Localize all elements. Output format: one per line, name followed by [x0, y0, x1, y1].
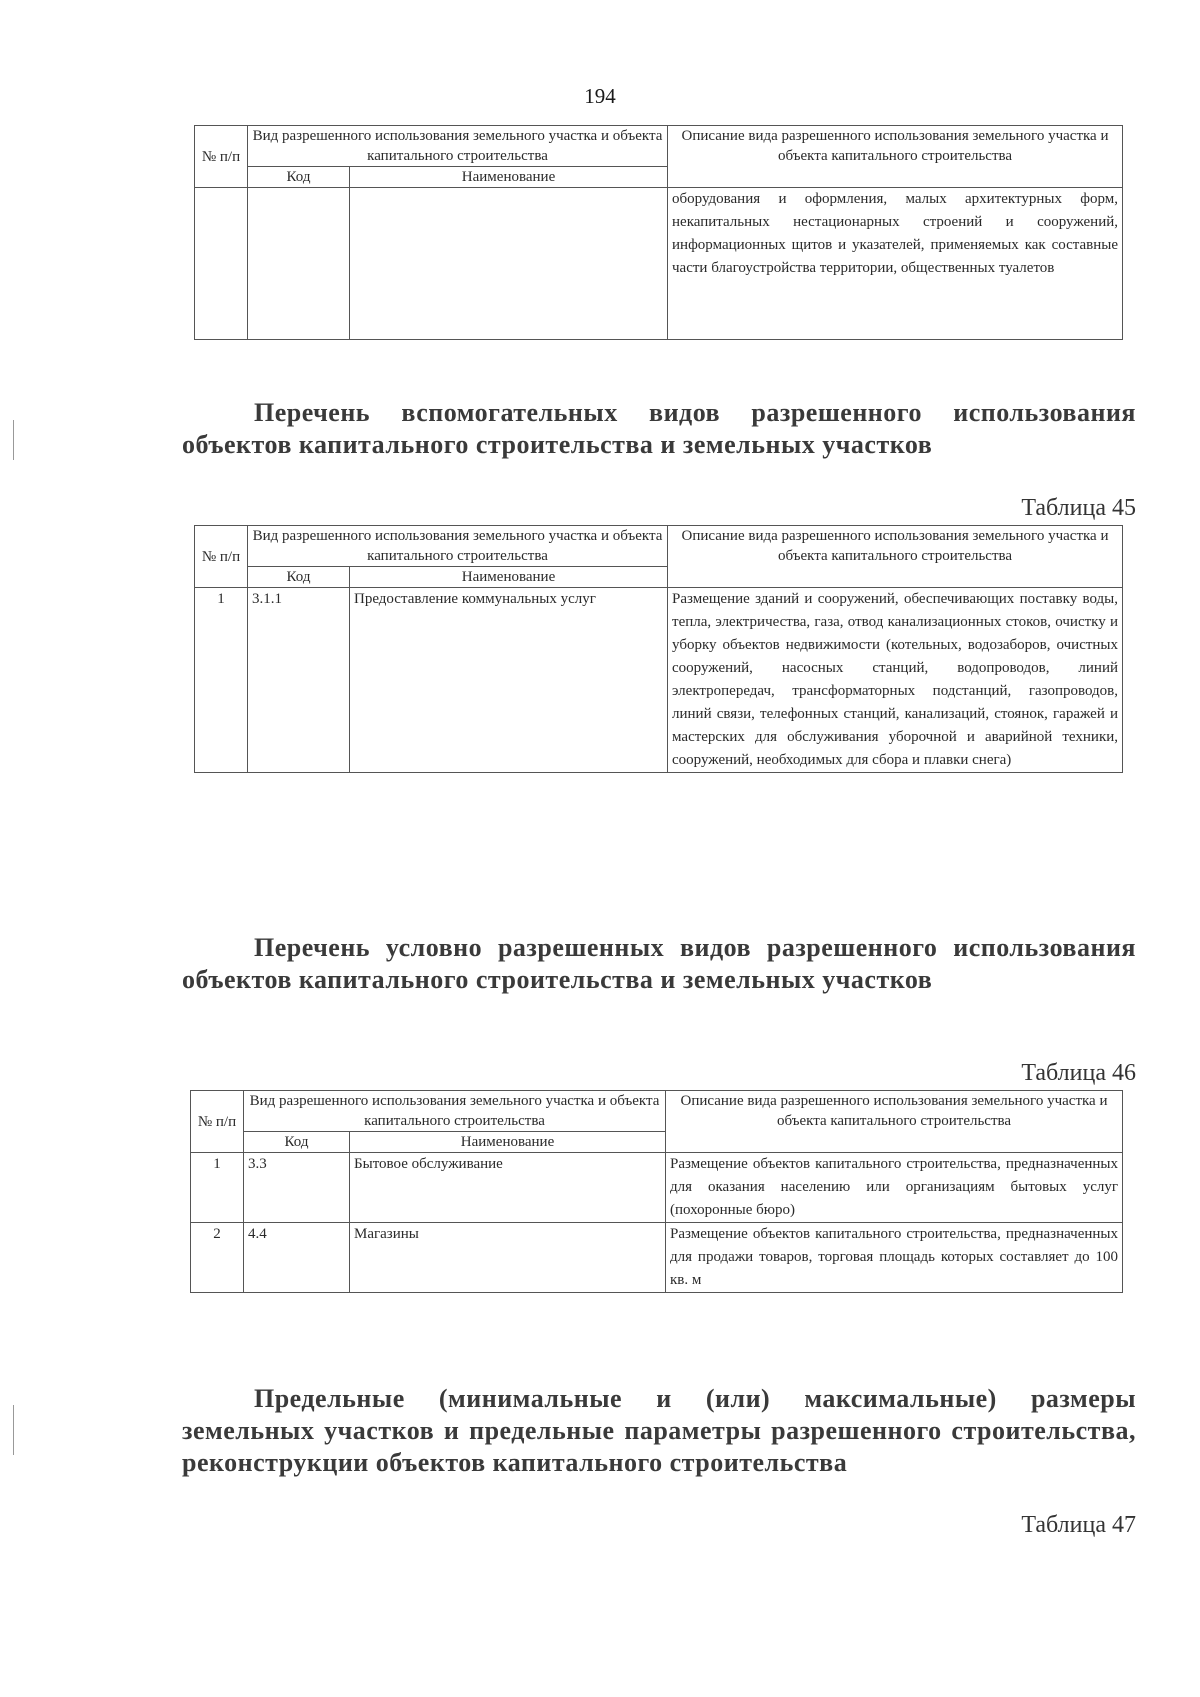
cell-name: Предоставление коммунальных услуг: [350, 588, 668, 773]
cell-code: 3.3: [244, 1153, 350, 1223]
header-num: № п/п: [195, 126, 248, 188]
cell-code: [248, 188, 350, 340]
scan-edge-mark: [13, 420, 14, 460]
cell-code: 3.1.1: [248, 588, 350, 773]
cell-num: [195, 188, 248, 340]
header-vid-group: Вид разрешенного использования земельного участка и объекта капитального строительства: [244, 1091, 666, 1132]
table-45: [194, 525, 1123, 773]
header-description: Описание вида разрешенного использования земельного участка и объекта капитального строительства: [666, 1091, 1123, 1153]
table-row: [195, 188, 1123, 340]
table47-label: Таблица 47: [1021, 1512, 1136, 1538]
header-code: Код: [248, 167, 350, 188]
heading-limits: Предельные (минимальные и (или) максимальные) размеры земельных участков и предельные параметры разрешенного строительства, реконструкции объектов капитального строительства: [182, 1384, 1136, 1477]
table-46: [190, 1090, 1123, 1293]
cell-description: оборудования и оформления, малых архитектурных форм, некапитальных нестационарных строений и сооружений, информационных щитов и указателей, применяемых как составные части благоустройства территории, общественных туалетов: [668, 188, 1123, 340]
table-continued: [194, 125, 1123, 340]
cell-description: Размещение зданий и сооружений, обеспечивающих поставку воды, тепла, электричества, газа, отвод канализационных стоков, очистку и уборку объектов недвижимости (котельных, водозаборов, очистных сооружений, насосных станций, водопроводов, линий электропередач, трансформаторных подстанций, газопроводов, линий связи, телефонных станций, канализаций, стоянок, гаражей и мастерских для обслуживания уборочной и аварийной техники, сооружений, необходимых для сбора и плавки снега): [668, 588, 1123, 773]
page-number: 194: [584, 84, 616, 108]
header-description: Описание вида разрешенного использования земельного участка и объекта капитального строительства: [668, 126, 1123, 188]
header-code: Код: [244, 1132, 350, 1153]
scan-edge-mark: [13, 1405, 14, 1455]
cell-name: Магазины: [350, 1223, 666, 1293]
header-description: Описание вида разрешенного использования земельного участка и объекта капитального строительства: [668, 526, 1123, 588]
cell-num: 1: [191, 1153, 244, 1223]
heading-auxiliary-uses: Перечень вспомогательных видов разрешенного использования объектов капитального строительства и земельных участков: [182, 398, 1136, 459]
heading-conditional-uses: Перечень условно разрешенных видов разрешенного использования объектов капитального строительства и земельных участков: [182, 933, 1136, 994]
cell-description: Размещение объектов капитального строительства, предназначенных для оказания населению или организациям бытовых услуг (похоронные бюро): [666, 1153, 1123, 1223]
table-row: [191, 1153, 1123, 1223]
header-num: № п/п: [195, 526, 248, 588]
table46-label: Таблица 46: [1021, 1060, 1136, 1086]
header-vid-group: Вид разрешенного использования земельного участка и объекта капитального строительства: [248, 526, 668, 567]
cell-name: [350, 188, 668, 340]
cell-code: 4.4: [244, 1223, 350, 1293]
cell-name: Бытовое обслуживание: [350, 1153, 666, 1223]
header-name: Наименование: [350, 167, 668, 188]
table45-label: Таблица 45: [1021, 495, 1136, 521]
cell-num: 1: [195, 588, 248, 773]
header-name: Наименование: [350, 1132, 666, 1153]
header-name: Наименование: [350, 567, 668, 588]
header-vid-group: Вид разрешенного использования земельного участка и объекта капитального строительства: [248, 126, 668, 167]
header-code: Код: [248, 567, 350, 588]
cell-num: 2: [191, 1223, 244, 1293]
table-row: [191, 1223, 1123, 1293]
cell-description: Размещение объектов капитального строительства, предназначенных для продажи товаров, торговая площадь которых составляет до 100 кв. м: [666, 1223, 1123, 1293]
table-row: [195, 588, 1123, 773]
header-num: № п/п: [191, 1091, 244, 1153]
